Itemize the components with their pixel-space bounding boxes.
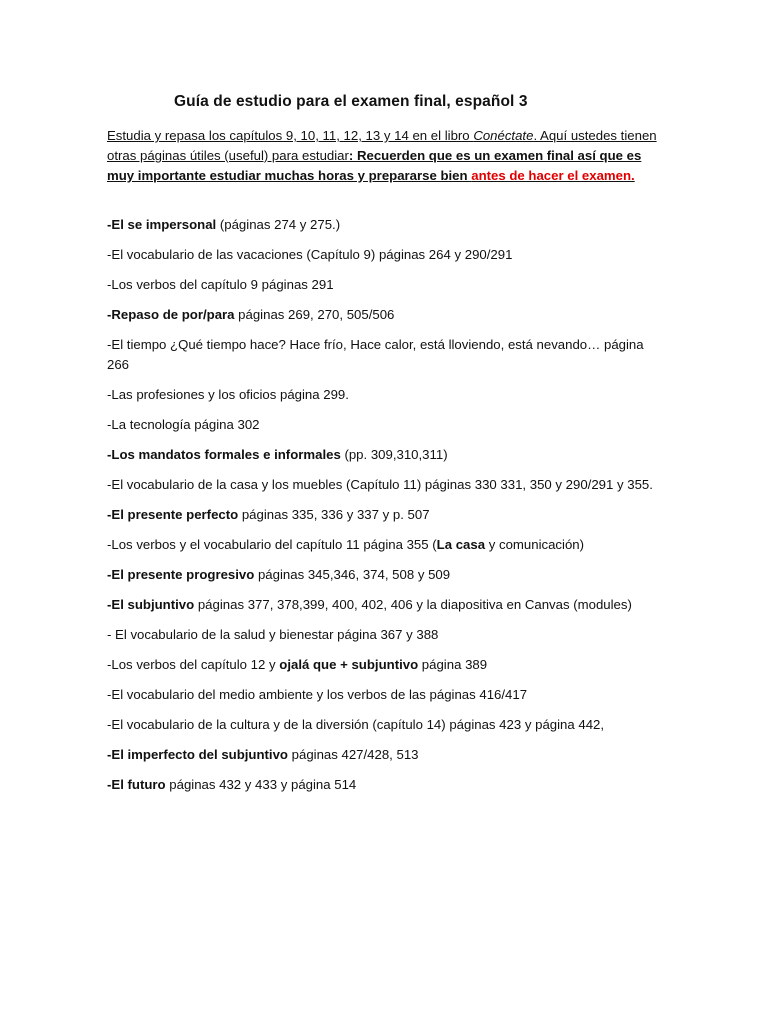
- item-bold: -Los mandatos formales e informales: [107, 447, 341, 462]
- item-bold: -El presente perfecto: [107, 507, 239, 522]
- item-text: páginas 432 y 433 y página 514: [165, 777, 357, 792]
- list-item: [107, 715, 667, 735]
- intro-text-continued: . Aquí ustedes tienen otras páginas útiles (useful) para estudiar: [107, 128, 657, 163]
- list-item: [107, 445, 667, 465]
- item-text: -Los verbos del capítulo 12 y: [107, 657, 280, 672]
- topic-list: [107, 215, 667, 805]
- item-text: páginas 345,346, 374, 508 y 509: [254, 567, 451, 582]
- list-item: [107, 745, 667, 765]
- list-item: [107, 565, 667, 585]
- item-text: -El tiempo ¿Qué tiempo hace? Hace frío, Hace calor, está lloviendo, está nevando… página 266: [107, 337, 644, 372]
- intro-emphasis: : Recuerden que es un examen final así que es muy importante estudiar muchas horas y prepararse bien: [107, 148, 642, 183]
- item-bold: -El futuro: [107, 777, 166, 792]
- item-text: páginas 269, 270, 505/506: [234, 307, 395, 322]
- list-item: [107, 275, 667, 295]
- item-text: -El vocabulario del medio ambiente y los verbos de las páginas 416/417: [107, 687, 528, 702]
- item-text: -Los verbos y el vocabulario del capítulo 11 página 355 (: [107, 537, 437, 552]
- item-text: (páginas 274 y 275.): [216, 217, 341, 232]
- item-text-end: página 389: [418, 657, 488, 672]
- list-item: [107, 215, 667, 235]
- list-item: [107, 505, 667, 525]
- item-bold-inline: La casa: [436, 537, 486, 552]
- item-text: -Los verbos del capítulo 9 páginas 291: [107, 277, 334, 292]
- item-text: páginas 427/428, 513: [287, 747, 419, 762]
- list-item: [107, 305, 667, 325]
- intro-warning: antes de hacer el examen.: [471, 168, 635, 183]
- list-item: [107, 385, 667, 405]
- item-bold: -El imperfecto del subjuntivo: [107, 747, 288, 762]
- intro-text: Estudia y repasa los capítulos 9, 10, 11, 12, 13 y 14 en el libro: [107, 128, 474, 143]
- list-item: [107, 335, 667, 375]
- list-item: [107, 685, 667, 705]
- item-bold: -El se impersonal: [107, 217, 217, 232]
- intro-paragraph: [107, 126, 667, 186]
- item-bold: -El presente progresivo: [107, 567, 255, 582]
- item-bold-inline: ojalá que + subjuntivo: [279, 657, 419, 672]
- item-text: -La tecnología página 302: [107, 417, 260, 432]
- item-text: -El vocabulario de las vacaciones (Capítulo 9) páginas 264 y 290/291: [107, 247, 513, 262]
- item-text: -El vocabulario de la cultura y de la diversión (capítulo 14) páginas 423 y página 442,: [107, 717, 605, 732]
- item-text: páginas 335, 336 y 337 y p. 507: [238, 507, 430, 522]
- item-text-end: y comunicación): [485, 537, 585, 552]
- item-text: - El vocabulario de la salud y bienestar página 367 y 388: [107, 627, 439, 642]
- list-item: [107, 475, 667, 495]
- list-item: [107, 625, 667, 645]
- item-text: -El vocabulario de la casa y los muebles (Capítulo 11) páginas 330 331, 350 y 290/291 y 355.: [107, 477, 653, 492]
- item-text: -Las profesiones y los oficios página 299.: [107, 387, 349, 402]
- item-bold: -Repaso de por/para: [107, 307, 235, 322]
- item-bold: -El subjuntivo: [107, 597, 195, 612]
- book-title: Conéctate: [473, 128, 534, 143]
- list-item: [107, 595, 667, 615]
- list-item: [107, 775, 667, 795]
- item-text: (pp. 309,310,311): [340, 447, 448, 462]
- list-item: [107, 535, 667, 555]
- list-item: [107, 415, 667, 435]
- list-item: [107, 245, 667, 265]
- list-item: [107, 655, 667, 675]
- document-title: Guía de estudio para el examen final, español 3: [174, 93, 528, 110]
- item-text: páginas 377, 378,399, 400, 402, 406 y la diapositiva en Canvas (modules): [194, 597, 632, 612]
